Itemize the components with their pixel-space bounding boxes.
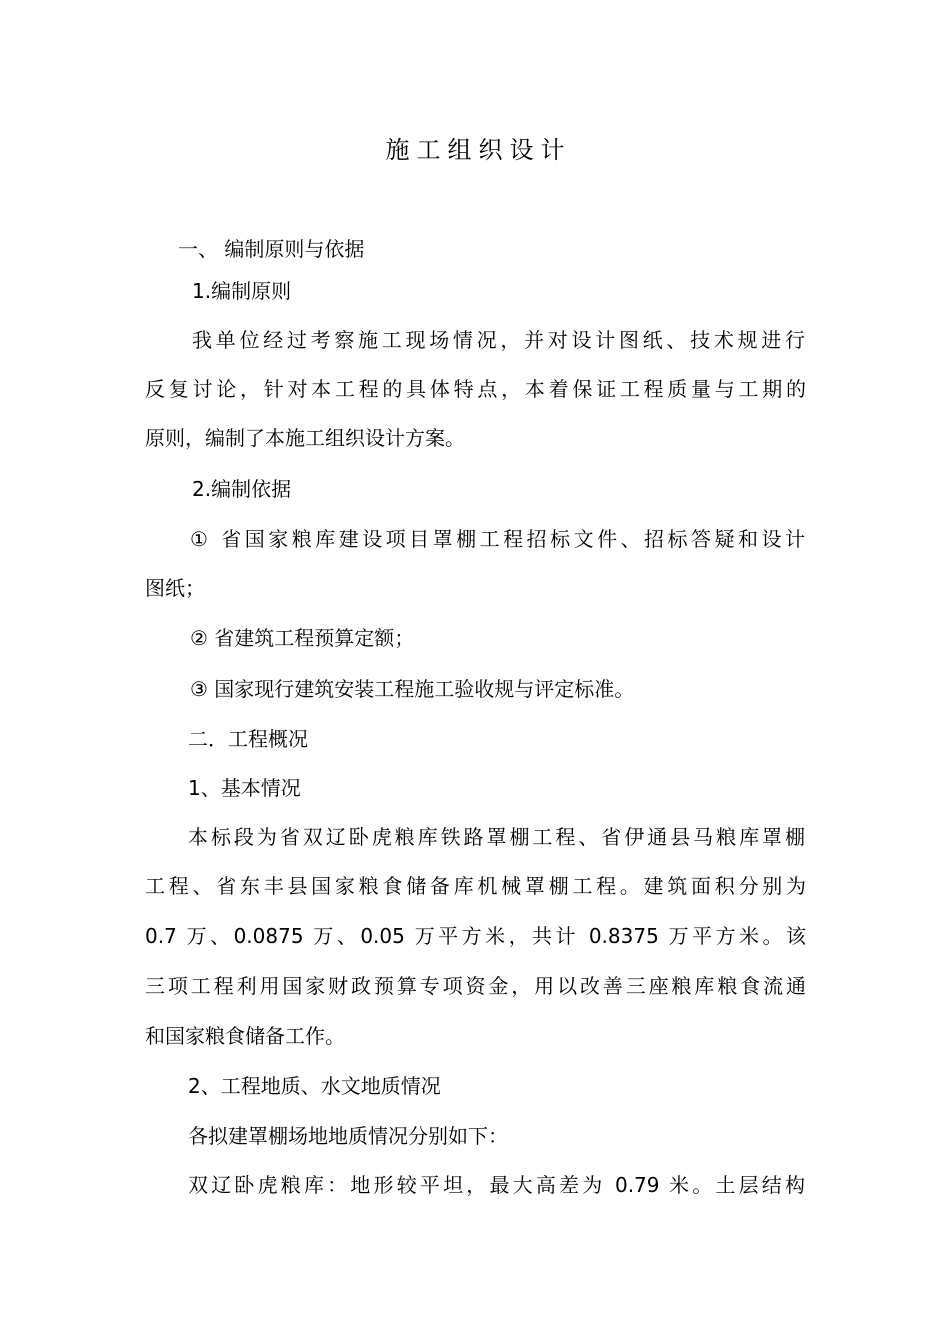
paragraph-line: 原则，编制了本施工组织设计方案。 (145, 426, 465, 450)
paragraph-line: 我单位经过考察施工现场情况，并对设计图纸、技术规进行 (192, 328, 805, 352)
paragraph-line: 各拟建罩棚场地地质情况分别如下： (188, 1124, 508, 1148)
section-heading-2: 二．工程概况 (188, 727, 308, 751)
document-title: 施工组织设计 (385, 136, 572, 164)
list-item: ② 省建筑工程预算定额； (190, 626, 415, 650)
paragraph-line: 本标段为省双辽卧虎粮库铁路罩棚工程、省伊通县马粮库罩棚 (188, 825, 805, 849)
list-item: ① 省国家粮库建设项目罩棚工程招标文件、招标答疑和设计 (190, 527, 805, 551)
paragraph-line: 工程、省东丰县国家粮食储备库机械罩棚工程。建筑面积分别为 (145, 874, 806, 898)
paragraph-line: 双辽卧虎粮库：地形较平坦，最大高差为 0.79 米。土层结构 (188, 1173, 805, 1197)
paragraph-line: 0.7 万、0.0875 万、0.05 万平方米，共计 0.8375 万平方米。该 (145, 924, 806, 948)
subsection-heading-2-2: 2、工程地质、水文地质情况 (188, 1074, 441, 1098)
paragraph-line: 和国家粮食储备工作。 (145, 1024, 345, 1048)
subsection-heading-2-1: 1、基本情况 (188, 776, 301, 800)
paragraph-line: 三项工程利用国家财政预算专项资金，用以改善三座粮库粮食流通 (145, 974, 806, 998)
section-heading-1: 一、 编制原则与依据 (178, 237, 365, 261)
paragraph-line: 反复讨论，针对本工程的具体特点，本着保证工程质量与工期的 (145, 377, 806, 401)
subsection-heading-1-1: 1.编制原则 (192, 279, 292, 303)
subsection-heading-1-2: 2.编制依据 (192, 477, 292, 501)
list-item: ③ 国家现行建筑安装工程施工验收规与评定标准。 (190, 677, 635, 701)
list-item-continuation: 图纸； (145, 576, 205, 600)
